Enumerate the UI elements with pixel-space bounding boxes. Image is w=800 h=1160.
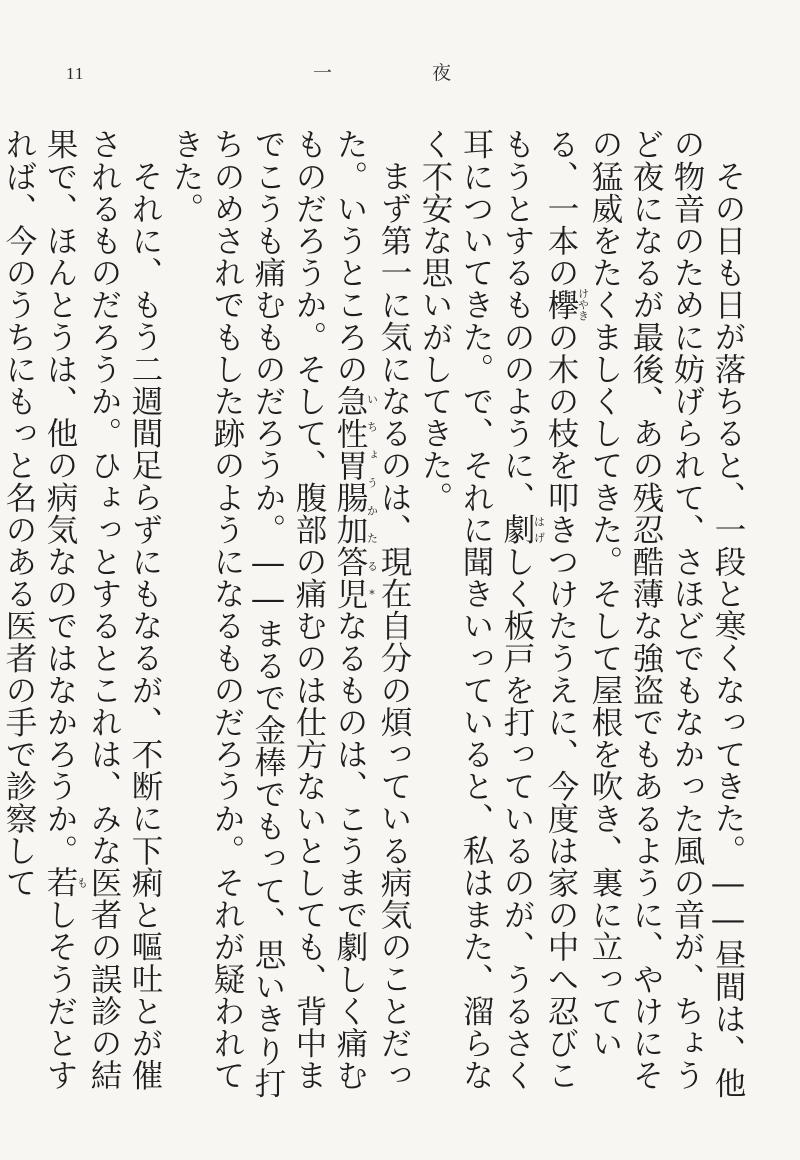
paragraph-1 (414, 128, 748, 1113)
ruby-reading: けやき (576, 288, 590, 322)
paragraph-1-text: その日も日が落ちると、一段と寒くなってきた。 (710, 159, 746, 866)
ruby-base: 急性胃腸加答児 (332, 384, 368, 610)
furigana-ichoukataru (332, 384, 379, 610)
ruby-reading: も (75, 866, 89, 899)
ruby-base: 若 (42, 866, 78, 899)
furigana-keyaki (543, 288, 590, 322)
note-mark: * (365, 588, 379, 610)
running-head-title-char-1: 一 (313, 62, 333, 84)
ruby-reading: はげ (532, 513, 546, 546)
paragraph-2-text: なるものは、こうまで劇しく痛むものだろうか。そして、腹部の痛むのは仕方ないとしても、背中までこうも痛むものだろうか。 (250, 128, 368, 1092)
paragraph-3-text: それに、もう二週間足らずにもなるが、不断に下痢と嘔吐とが催されるものだろうか。ひょっとするとこれは、みな医者の誤診の結果で、ほんとうは、他の病気なのではなかろうか。 (42, 128, 163, 1091)
paragraph-1-text: しく板戸を打っているのが、うるさく耳についてきた。で、それに聞きいっていると、私はまた、溜らなく不安な思いがしてきた。 (417, 128, 535, 1092)
ruby-reading-text: いちょうかたる (365, 384, 379, 589)
paragraph-3-text: しそうだとすれば、今のうちにもっと名のある医者の手で診察して (1, 128, 78, 1092)
vertical-body-text (0, 128, 748, 1113)
em-dash: ―― (710, 865, 746, 938)
paragraph-1-text: 昼間は、他の物音のために妨げられて、さほどでもなかった風の音が、ちょうど夜になるが最後、あの残忍酷薄な強盗でもあるように、やけにその猛威をたくましくしてきた。そして屋根を吹き、裏に立っている、一本の (543, 128, 746, 1099)
page-number: 11 (66, 64, 85, 83)
paragraph-1-text: の木の枝を叩きつけたうえに、今度は家の中へ忍びこもうとするもののように、 (499, 128, 579, 1092)
em-dash: ―― (250, 545, 286, 618)
furigana-moshi (42, 866, 89, 899)
ruby-reading (366, 385, 379, 610)
paragraph-2-text: まず第一に気になるのは、現在自分の煩っている病気のことだった。いうところの (332, 128, 412, 1091)
paragraph-2-text: まるで金棒でもって、思いきり打ちのめされでもした跡のようになるものだろうか。それが疑われてきた。 (168, 128, 286, 1099)
furigana-hage (499, 513, 546, 546)
running-head-title-char-2: 夜 (432, 62, 452, 84)
paragraph-2 (165, 128, 414, 1113)
ruby-base: 欅 (543, 288, 579, 322)
ruby-base: 劇 (499, 513, 535, 546)
paragraph-3 (0, 128, 165, 1113)
